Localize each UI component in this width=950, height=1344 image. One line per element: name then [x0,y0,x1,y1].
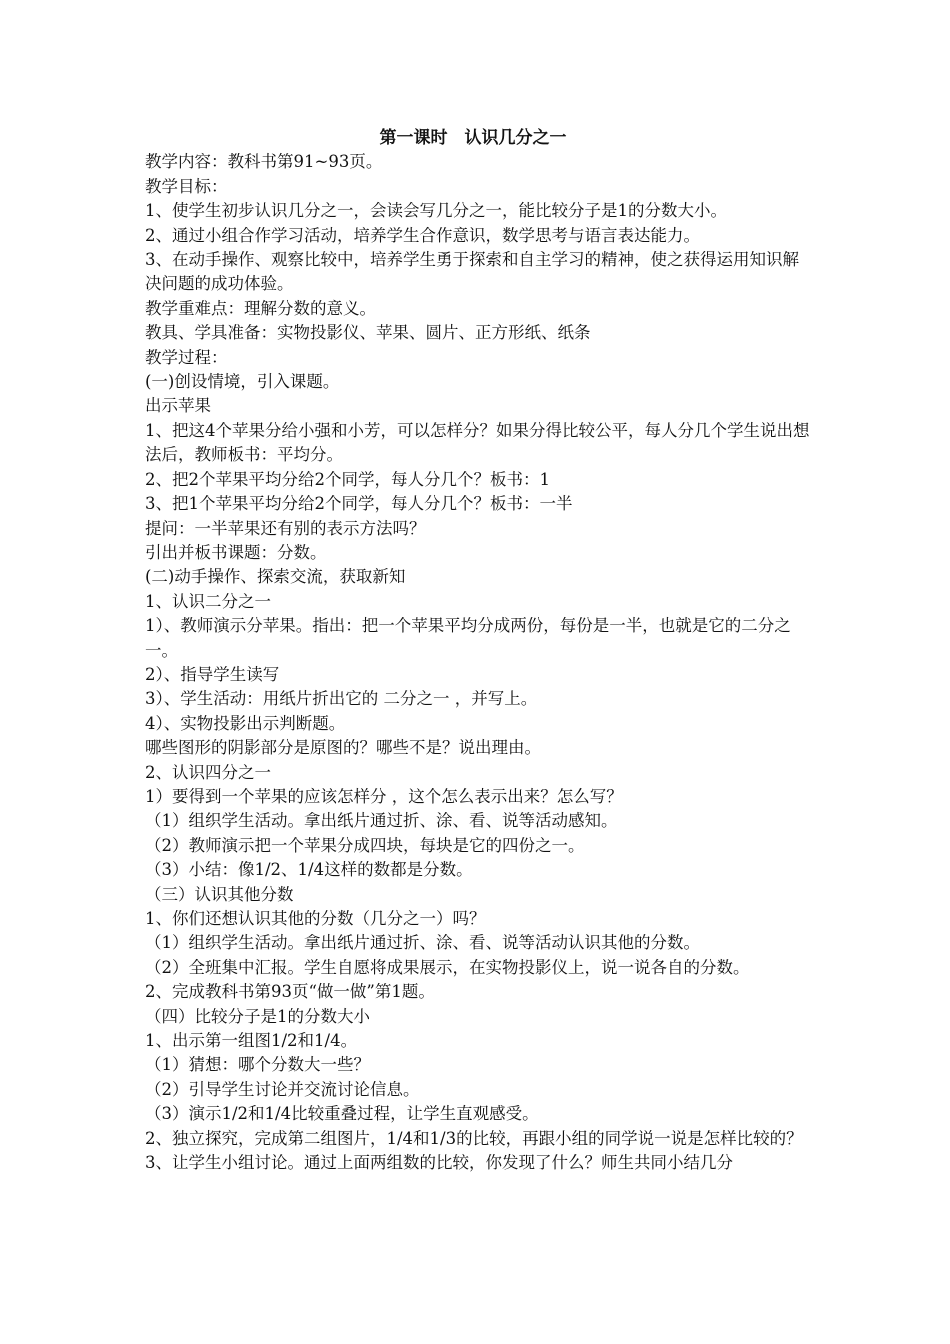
text-line: (二)动手操作、探索交流，获取新知 [145,567,406,587]
text-line: (一)创设情境，引入课题。 [145,372,340,392]
text-line: （1）组织学生活动。拿出纸片通过折、涂、看、说等活动感知。 [145,811,618,831]
text-line: 4）、实物投影出示判断题。 [145,713,346,733]
text-line: 引出并板书课题：分数。 [145,542,327,562]
text-line: 教学目标： [145,176,228,196]
text-line: 1）、教师演示分苹果。指出：把一个苹果平均分成两份，每份是一半，也就是它的二分之一。 [145,616,791,660]
text-line: 3、让学生小组讨论。通过上面两组数的比较，你发现了什么？师生共同小结几分 [145,1153,733,1173]
text-line: （3）演示1/2和1/4比较重叠过程，让学生直观感受。 [145,1104,539,1124]
text-line: 2、通过小组合作学习活动，培养学生合作意识，数学思考与语言表达能力。 [145,225,700,245]
text-line: 3、把1个苹果平均分给2个同学，每人分几个？板书：一半 [145,494,573,514]
text-line: 3）、学生活动：用纸片折出它的 二分之一 ，并写上。 [145,689,538,709]
text-line: 1、使学生初步认识几分之一，会读会写几分之一，能比较分子是1的分数大小。 [145,201,727,221]
text-line: 1）要得到一个苹果的应该怎样分 ，这个怎么表示出来？怎么写？ [145,786,623,806]
text-line: 提问：一半苹果还有别的表示方法吗？ [145,518,426,538]
text-line: 2、完成教科书第93页“做一做”第1题。 [145,982,435,1002]
page-title: 第一课时 认识几分之一 [379,128,567,148]
text-line: 2、认识四分之一 [145,762,271,782]
text-line: 教学内容：教科书第91~93页。 [145,152,383,172]
text-line: （2）教师演示把一个苹果分成四块，每块是它的四份之一。 [145,835,585,855]
text-line: 2、把2个苹果平均分给2个同学，每人分几个？板书：1 [145,469,550,489]
text-line: （2）全班集中汇报。学生自愿将成果展示，在实物投影仪上，说一说各自的分数。 [145,957,750,977]
text-line: （三）认识其他分数 [145,884,294,904]
text-line: 2）、指导学生读写 [145,664,280,684]
text-line: 1、认识二分之一 [145,591,271,611]
text-line: 1、把这4个苹果分给小强和小芳，可以怎样分？如果分得比较公平，每人分几个学生说出想法后，教师板书：平均分。 [145,420,810,465]
text-line: （3）小结：像1/2、1/4这样的数都是分数。 [145,860,473,880]
text-line: 教学重难点：理解分数的意义。 [145,298,376,318]
text-line: （2）引导学生讨论并交流讨论信息。 [145,1079,420,1099]
text-line: 教具、学具准备：实物投影仪、苹果、圆片、正方形纸、纸条 [145,323,591,343]
text-line: 1、你们还想认识其他的分数（几分之一）吗？ [145,909,486,928]
text-line: （四）比较分子是1的分数大小 [145,1006,370,1026]
text-line: 出示苹果 [145,396,211,416]
text-line: （1）组织学生活动。拿出纸片通过折、涂、看、说等活动认识其他的分数。 [145,933,700,953]
text-line: 哪些图形的阴影部分是原图的？哪些不是？说出理由。 [145,738,541,758]
text-line: 2、独立探究，完成第二组图片，1/4和1/3的比较，再跟小组的同学说一说是怎样比较的？ [145,1128,803,1148]
text-line: 教学过程： [145,347,228,367]
text-line: （1）猜想：哪个分数大一些？ [145,1055,370,1075]
document-body [145,126,813,1175]
text-line: 3、在动手操作、观察比较中，培养学生勇于探索和自主学习的精神，使之获得运用知识解决问题的成功体验。 [145,250,799,294]
text-line: 1、出示第一组图1/2和1/4。 [145,1031,358,1051]
